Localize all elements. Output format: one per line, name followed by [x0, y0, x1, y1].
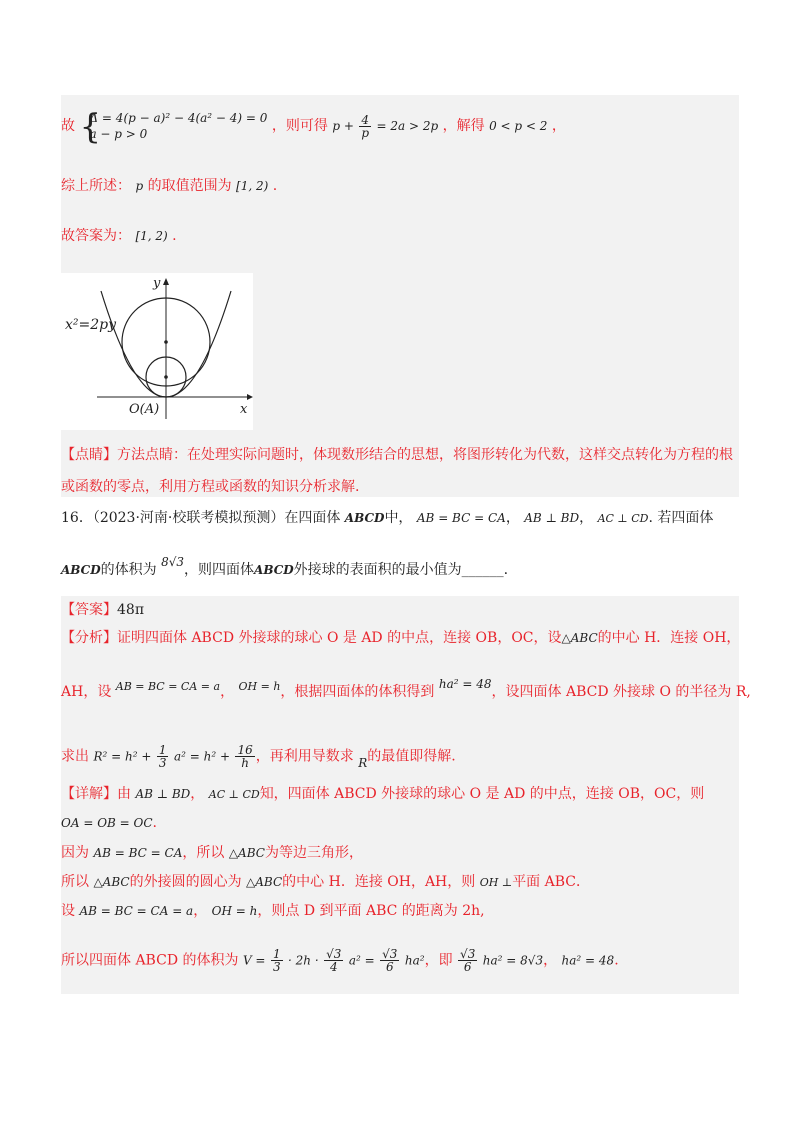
- answer-16-line: [61, 600, 144, 620]
- parabola-diagram: [61, 273, 253, 430]
- x-axis-label: x: [240, 402, 248, 417]
- x-axis-arrow: [247, 394, 253, 400]
- volume-value: 8√3: [161, 555, 185, 569]
- parabola-figure: [61, 273, 253, 430]
- system-row-2: a − p > 0: [89, 127, 148, 141]
- analysis-line-1: 【分析】证明四面体 ABCD 外接球的球心 O 是 AD 的中点，连接 OB，OC，设△ABC的中心 H．连接 OH，: [61, 630, 741, 646]
- detail-tag: 【详解】: [61, 786, 117, 802]
- curve-label: x²=2py: [65, 317, 117, 333]
- detail-line-3: 因为 AB = BC = CA，所以 △ABC为等边三角形，: [61, 845, 363, 861]
- equation-system: { Δ = 4(p − a)² − 4(a² − 4) = 0 a − p > 0: [79, 107, 268, 147]
- summary-line: 综上所述： p 的取值范围为 [1, 2) .: [61, 178, 278, 194]
- small-circle-center: [164, 375, 168, 379]
- analysis-line-2: AH，设 $^{AB = BC = CA = a}$， $^{OH = h}$，根据四面体的体积得到 ha² = 48，设四面体 ABCD 外接球 O 的半径为 R,: [61, 677, 751, 700]
- detail-line-1: 【详解】由 AB ⊥ BD， AC ⊥ CD知，四面体 ABCD 外接球的球心 O 是 AD 的中点，连接 OB，OC，则: [61, 786, 705, 802]
- y-axis-label: y: [153, 276, 161, 291]
- answer-value: 48π: [117, 602, 145, 618]
- detail-line-6: 所以四面体 ABCD 的体积为 V = $\frac{1}{3}$ · 2h · $\frac{√3}{4}$ a² = $\frac{√3}{6}$ ha²，即 $\frac{√3}{6}$ ha² = 8√3， ha² = 48.: [61, 947, 619, 974]
- solution-line-system: 故 { Δ = 4(p − a)² − 4(a² − 4) = 0 a − p > 0 ，则可得 p + $\frac{4}{p}$ = 2a > 2p ，解得 0 < p < 2 ，: [61, 107, 566, 147]
- answer-line: 故答案为： [1, 2) .: [61, 228, 177, 244]
- analysis-line-3: 求出 R² = h² + $\frac{1}{3}$ a² = h² + $\frac{16}{h}$ ，再利用导数求 R的最值即得解.: [61, 743, 456, 770]
- fraction-4-over-p: $\frac{4}{p}$: [361, 112, 370, 140]
- problem-16-line-1: 16．（2023·河南·校联考模拟预测）在四面体 ABCD中， AB = BC = CA， AB ⊥ BD， AC ⊥ CD. 若四面体: [61, 510, 714, 526]
- comment-line-1: 【点睛】方法点睛：在处理实际问题时，体现数形结合的思想，将图形转化为代数，这样交点转化为方程的根: [61, 447, 733, 463]
- y-axis-arrow: [163, 278, 169, 285]
- comment-line-2: 或函数的零点，利用方程或函数的知识分析求解.: [61, 479, 360, 495]
- detail-line-2: OA = OB = OC.: [61, 815, 157, 831]
- detail-line-5: 设 AB = BC = CA = a， OH = h，则点 D 到平面 ABC 的距离为 2h,: [61, 903, 485, 919]
- analysis-tag: 【分析】: [61, 630, 117, 646]
- problem-16-line-2: ABCD的体积为 8√3，则四面体ABCD外接球的表面积的最小值为______.: [61, 555, 509, 578]
- system-row-1: Δ = 4(p − a)² − 4(a² − 4) = 0: [89, 111, 268, 125]
- answer-tag: 【答案】: [61, 602, 117, 618]
- result-range: 0 < p < 2: [489, 119, 548, 133]
- large-circle-center: [164, 340, 168, 344]
- detail-line-4: 所以 △ABC的外接圆的圆心为 △ABC的中心 H．连接 OH，AH，则 OH ⊥平面 ABC．: [61, 874, 591, 890]
- origin-label: O(A): [129, 402, 160, 417]
- comment-tag: 【点睛】: [61, 447, 117, 463]
